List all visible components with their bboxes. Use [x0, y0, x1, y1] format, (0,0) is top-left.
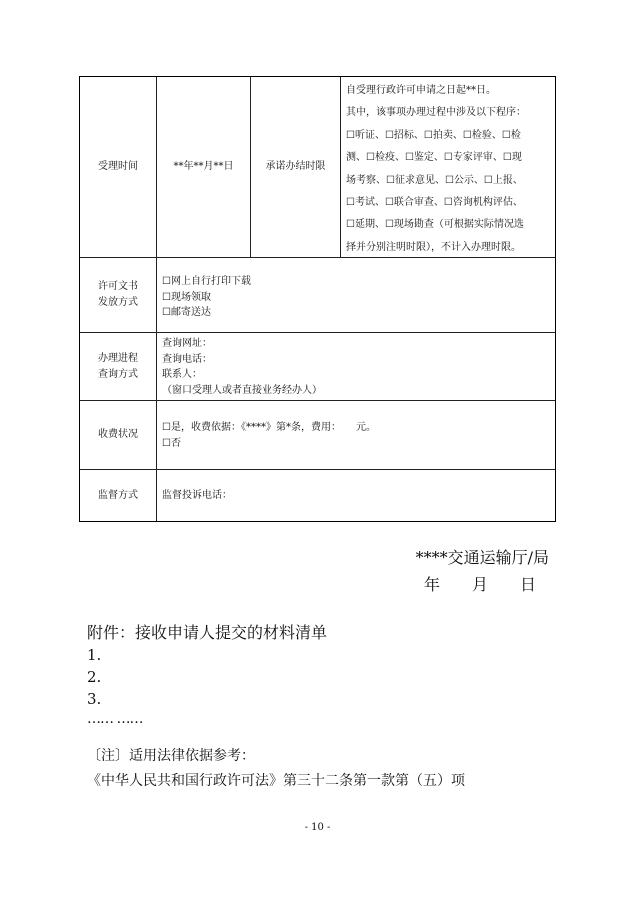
- issue-date: 年 月 日: [424, 575, 537, 594]
- label-line: 查询方式: [98, 368, 138, 380]
- fee-yes-option: ☐是，收费依据：《****》第*条，费用： 元。: [162, 422, 376, 433]
- fee-status-label: 收费状况: [98, 429, 138, 440]
- commit-line: ☐延期、☐现场勘查（可根据实际情况选: [346, 219, 524, 231]
- note-heading: 〔注〕适用法律依据参考：: [87, 748, 255, 764]
- label-line: 许可文书: [98, 281, 138, 292]
- attachment-item: 3.: [87, 690, 102, 708]
- permit-delivery-label: [80, 258, 156, 332]
- commit-line: ☐听证、☐招标、☐拍卖、☐检验、☐检: [346, 129, 521, 141]
- commit-line: 其中，该事项办理过程中涉及以下程序：: [346, 107, 526, 119]
- commit-line: ☐考试、☐联合审查、☐咨询机构评估、: [346, 197, 523, 209]
- commit-line: 场考察、☐征求意见、☐公示、☐上报、: [346, 174, 523, 186]
- fee-no-option: ☐否: [162, 437, 181, 449]
- delivery-option-onsite: ☐现场领取: [162, 291, 211, 303]
- query-website: 查询网址：: [162, 338, 212, 349]
- commit-line: 自受理行政许可申请之日起**日。: [346, 85, 496, 96]
- delivery-option-mail: ☐邮寄送达: [162, 307, 211, 318]
- attachment-item: 1.: [87, 646, 102, 664]
- issuing-organization: ****交通运输厅/局: [415, 548, 549, 567]
- fee-status-content: [162, 420, 376, 451]
- commit-line: 测、☐检疫、☐鉴定、☐专家评审、☐现: [346, 152, 522, 164]
- supervision-label: 监督方式: [98, 489, 138, 501]
- complaint-phone: 监督投诉电话：: [162, 490, 232, 501]
- attachment-ellipsis: …… ……: [87, 711, 143, 727]
- progress-query-label: [80, 333, 156, 400]
- commit-deadline-content: [346, 80, 554, 259]
- delivery-option-online: ☐网上自行打印下载: [162, 276, 251, 287]
- law-reference: 《中华人民共和国行政许可法》第三十二条第一款第（五）项: [87, 773, 465, 789]
- info-table: [79, 76, 556, 522]
- page-number: - 10 -: [304, 822, 331, 833]
- commit-deadline-label: 承诺办结时限: [265, 161, 326, 172]
- commit-line: 择并分别注明时限），不计入办理时限。: [346, 241, 521, 253]
- permit-delivery-options: [162, 274, 251, 321]
- attachment-item: 2.: [87, 668, 102, 686]
- commit-column-divider: [340, 77, 341, 257]
- contact-person: 联系人：: [162, 369, 202, 380]
- progress-query-content: [162, 336, 322, 398]
- supervision-content: [162, 488, 232, 504]
- query-phone: 查询电话：: [162, 353, 212, 365]
- accept-time-label: 受理时间: [98, 161, 138, 172]
- attachment-title: 附件：接收申请人提交的材料清单: [87, 623, 328, 642]
- accept-date-value: **年**月**日: [173, 161, 234, 172]
- label-line: 办理进程: [98, 352, 138, 364]
- label-line: 发放方式: [98, 297, 138, 308]
- contact-note: （窗口受理人或者直接业务经办人）: [162, 384, 322, 396]
